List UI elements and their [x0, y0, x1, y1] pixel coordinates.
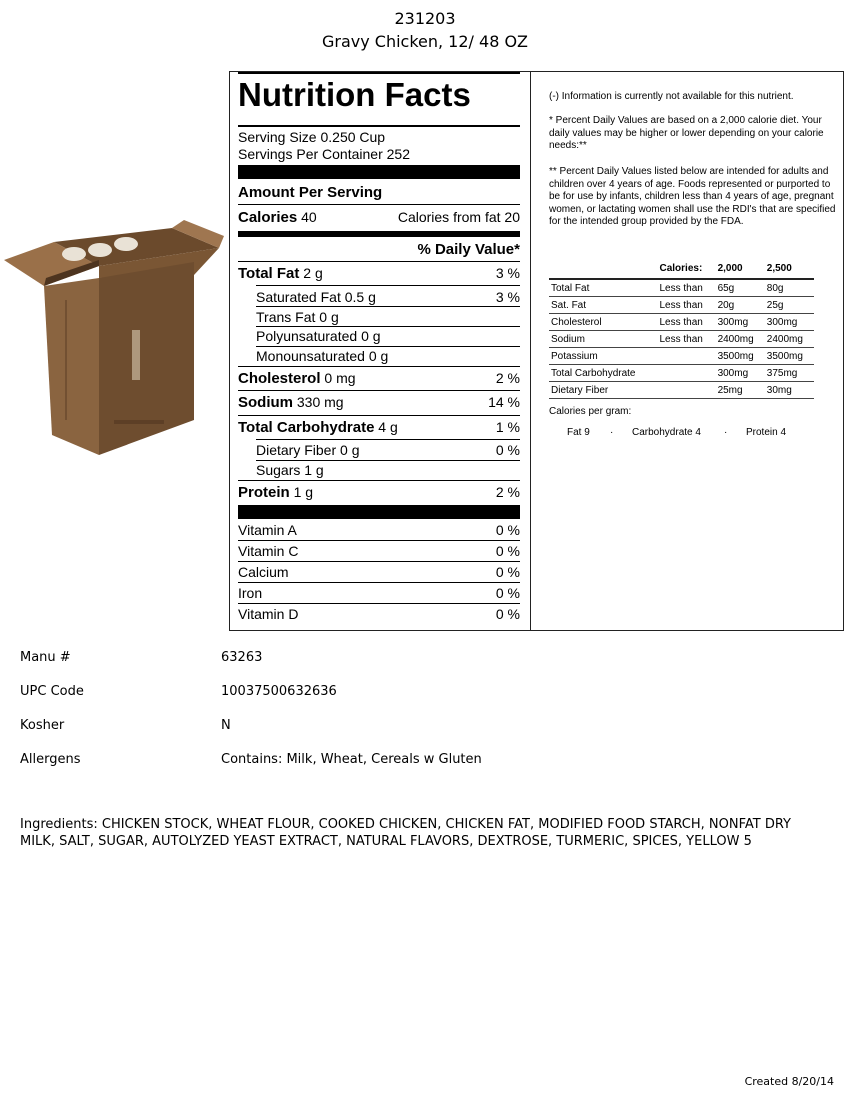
created-date: Created 8/20/14	[744, 1075, 834, 1088]
table-cell: Sat. Fat	[549, 297, 657, 314]
table-cell: Dietary Fiber	[549, 382, 657, 399]
table-row	[549, 297, 814, 314]
vitamin-pct: 0 %	[495, 522, 520, 538]
rule	[238, 261, 520, 262]
upc-value: 10037500632636	[221, 684, 337, 699]
table-cell: 80g	[765, 279, 814, 297]
rule	[238, 415, 520, 416]
table-cell: Calories:	[657, 258, 715, 279]
manu-label: Manu #	[20, 650, 71, 665]
vitamin-pct: 0 %	[495, 543, 520, 559]
sodium-pct: 14 %	[488, 394, 520, 410]
vitamin-row	[238, 564, 520, 580]
poly-fat: Polyunsaturated 0 g	[256, 328, 381, 344]
kosher-value: N	[221, 718, 231, 733]
sugars: Sugars 1 g	[256, 462, 324, 478]
table-cell: 3500mg	[765, 348, 814, 365]
total-fat-label: Total Fat	[238, 265, 300, 282]
cholesterol-row	[238, 370, 520, 387]
mono-fat: Monounsaturated 0 g	[256, 348, 389, 364]
fiber: Dietary Fiber 0 g	[256, 442, 360, 458]
table-cell	[657, 382, 715, 399]
product-box-image	[4, 220, 224, 455]
protein-label: Protein	[238, 484, 290, 501]
rule	[238, 540, 520, 541]
table-cell: Less than	[657, 331, 715, 348]
rule	[238, 603, 520, 604]
servings-per-container: Servings Per Container 252	[238, 146, 410, 162]
vitamin-row	[238, 606, 520, 622]
cpg-separator: ·	[724, 427, 728, 438]
daily-value-table	[549, 258, 814, 399]
table-cell: Potassium	[549, 348, 657, 365]
cholesterol-value: 0 mg	[324, 370, 356, 386]
table-cell: Less than	[657, 297, 715, 314]
calories-label: Calories	[238, 209, 298, 226]
vitamin-row	[238, 522, 520, 538]
vitamin-row	[238, 543, 520, 559]
table-row	[549, 279, 814, 297]
sat-fat: Saturated Fat 0.5 g	[256, 289, 376, 305]
table-cell: 300mg	[716, 365, 765, 382]
table-cell: 300mg	[716, 314, 765, 331]
fiber-row	[256, 442, 520, 458]
cpg-protein: Protein 4	[746, 427, 787, 438]
vitamin-name: Calcium	[238, 564, 289, 580]
thick-bar	[238, 505, 520, 519]
manu-value: 63263	[221, 650, 263, 665]
table-row	[549, 314, 814, 331]
serving-size: Serving Size 0.250 Cup	[238, 129, 386, 145]
upc-label: UPC Code	[20, 684, 84, 699]
thick-bar	[238, 165, 520, 179]
trans-fat: Trans Fat 0 g	[256, 309, 339, 325]
table-cell: 300mg	[765, 314, 814, 331]
table-cell: 375mg	[765, 365, 814, 382]
total-fat-value: 2 g	[303, 265, 323, 281]
note-adults: ** Percent Daily Values listed below are intended for adults and children over 4 years of age. Foods represented or purported to be for use by infants, children less than 4 years of age, pregnant women, or lactating women shall use the RDI's that are specified for the intended group provided by the FDA.	[549, 166, 836, 227]
allergens-value: Contains: Milk, Wheat, Cereals w Gluten	[221, 752, 482, 767]
protein-row	[238, 484, 520, 501]
table-row	[549, 348, 814, 365]
sodium-value: 330 mg	[296, 394, 344, 410]
rule	[238, 366, 520, 367]
vitamin-name: Vitamin A	[238, 522, 297, 538]
rule	[238, 72, 520, 74]
sodium-row	[238, 394, 520, 411]
cholesterol-label: Cholesterol	[238, 370, 321, 387]
rule	[256, 346, 520, 347]
rule	[238, 390, 520, 391]
cholesterol-pct: 2 %	[495, 370, 520, 386]
table-cell: Cholesterol	[549, 314, 657, 331]
vitamin-name: Vitamin D	[238, 606, 299, 622]
daily-value-header: % Daily Value*	[417, 241, 520, 258]
panel-divider	[530, 72, 531, 630]
allergens-label: Allergens	[20, 752, 81, 767]
table-cell: 2400mg	[716, 331, 765, 348]
table-cell: 2400mg	[765, 331, 814, 348]
table-cell	[657, 348, 715, 365]
table-cell	[657, 365, 715, 382]
table-cell: Total Fat	[549, 279, 657, 297]
vitamin-name: Vitamin C	[238, 543, 299, 559]
rule	[238, 204, 520, 205]
carb-value: 4 g	[378, 419, 398, 435]
cpg-carb: Carbohydrate 4	[632, 427, 701, 438]
vitamin-name: Iron	[238, 585, 263, 601]
product-code: 231203	[394, 9, 456, 28]
rule	[256, 439, 520, 440]
vitamin-row	[238, 585, 520, 601]
table-cell	[549, 258, 657, 279]
sat-fat-row	[256, 289, 520, 305]
table-cell: 2,500	[765, 258, 814, 279]
table-cell: Sodium	[549, 331, 657, 348]
total-fat-pct: 3 %	[495, 265, 520, 281]
amount-per-serving: Amount Per Serving	[238, 184, 383, 201]
table-cell: 30mg	[765, 382, 814, 399]
rule	[256, 285, 520, 286]
kosher-label: Kosher	[20, 718, 65, 733]
carb-pct: 1 %	[495, 419, 520, 435]
calories-value: 40	[301, 209, 317, 225]
sodium-label: Sodium	[238, 394, 293, 411]
table-row	[549, 331, 814, 348]
sat-fat-pct: 3 %	[495, 289, 520, 305]
vitamin-pct: 0 %	[495, 585, 520, 601]
nutrition-panel	[229, 71, 844, 631]
protein-pct: 2 %	[495, 484, 520, 500]
carb-label: Total Carbohydrate	[238, 419, 375, 436]
rule	[256, 460, 520, 461]
rule	[238, 125, 520, 127]
rule	[238, 561, 520, 562]
carb-row	[238, 419, 520, 436]
table-cell: Less than	[657, 314, 715, 331]
calories-per-gram-label: Calories per gram:	[549, 406, 632, 417]
cpg-separator: ·	[610, 427, 614, 438]
table-cell: 25g	[765, 297, 814, 314]
table-row	[549, 365, 814, 382]
medium-bar	[238, 231, 520, 237]
total-fat-row	[238, 265, 520, 282]
vitamin-pct: 0 %	[495, 606, 520, 622]
table-row	[549, 382, 814, 399]
table-cell: 25mg	[716, 382, 765, 399]
table-cell: 2,000	[716, 258, 765, 279]
cpg-fat: Fat 9	[567, 427, 590, 438]
table-header-row	[549, 258, 814, 279]
fiber-pct: 0 %	[495, 442, 520, 458]
table-cell: 20g	[716, 297, 765, 314]
vitamin-pct: 0 %	[495, 564, 520, 580]
note-unavailable: (-) Information is currently not available for this nutrient.	[549, 91, 794, 102]
rule	[256, 326, 520, 327]
table-cell: Less than	[657, 279, 715, 297]
rule	[238, 582, 520, 583]
calories-row	[238, 209, 520, 226]
rule	[238, 480, 520, 481]
nutrition-facts-title: Nutrition Facts	[238, 76, 471, 113]
table-cell: 3500mg	[716, 348, 765, 365]
table-cell: 65g	[716, 279, 765, 297]
calories-from-fat: Calories from fat 20	[397, 209, 520, 225]
product-name: Gravy Chicken, 12/ 48 OZ	[321, 32, 529, 51]
note-daily-values: * Percent Daily Values are based on a 2,000 calorie diet. Your daily values may be higher or lower depending on your calorie needs:**	[549, 115, 824, 151]
protein-value: 1 g	[293, 484, 314, 500]
table-cell: Total Carbohydrate	[549, 365, 657, 382]
ingredients-text: Ingredients: CHICKEN STOCK, WHEAT FLOUR, COOKED CHICKEN, CHICKEN FAT, MODIFIED FOOD STARCH, NONFAT DRY MILK, SALT, SUGAR, AUTOLYZED YEAST EXTRACT, NATURAL FLAVORS, DEXTROSE, TURMERIC, SPICES, YELLOW 5	[20, 817, 791, 849]
rule	[256, 306, 520, 307]
